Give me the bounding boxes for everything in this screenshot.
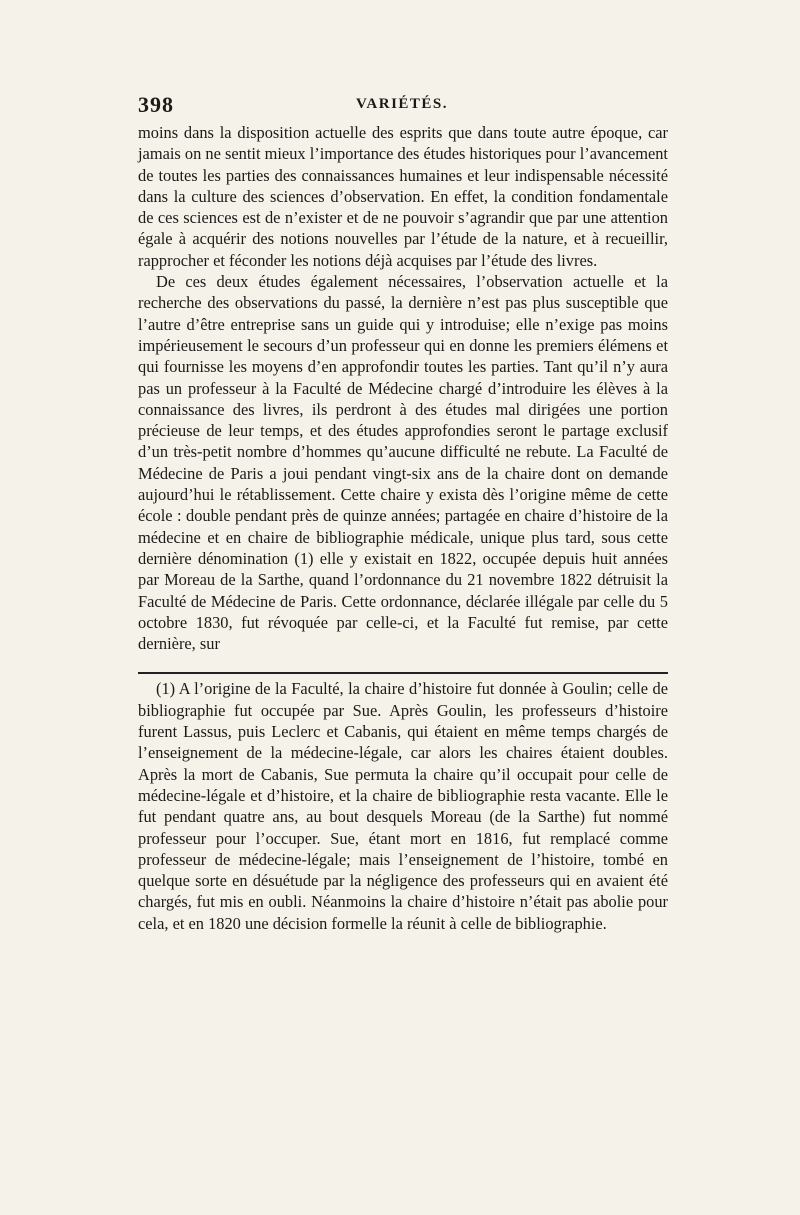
- page-number: 398: [138, 92, 174, 117]
- paragraph-2: De ces deux études également nécessaires, l’observation actuelle et la recherche des observations du passé, la dernière n’est pas plus susceptible que l’autre d’être entreprise sans un guide qui y introduise; elle n’exige pas moins impérieusement le secours d’un professeur qui en donne les premiers élémens et qui fournisse les moyens d’en approfondir toutes les parties. Tant qu’il n’y aura pas un professeur à la Faculté de Médecine chargé d’introduire les élèves à la connaissance des livres, ils perdront à des études mal dirigées une portion précieuse de leur temps, et des études approfondies seront le partage exclusif d’un très-petit nombre d’hommes qu’aucune difficulté ne rebute. La Faculté de Médecine de Paris a joui pendant vingt-six ans de la chaire dont on demande aujourd’hui le rétablissement. Cette chaire y exista dès l’origine même de cette école : double pendant près de quinze années; partagée en chaire d’histoire de la médecine et en chaire de bibliographie médicale, unique plus tard, sous cette dernière dénomination (1) elle y existait en 1822, occupée depuis huit années par Moreau de la Sarthe, quand l’ordonnance du 21 novembre 1822 détruisit la Faculté de Médecine de Paris. Cette ordonnance, déclarée illégale par celle du 5 octobre 1830, fut révoquée par celle-ci, et la Faculté fut remise, par cette dernière, sur: [138, 272, 668, 654]
- running-head: VARIÉTÉS.: [356, 96, 449, 112]
- book-page: [138, 92, 668, 934]
- paragraph-1: moins dans la disposition actuelle des esprits que dans toute autre époque, car jamais on ne sentit mieux l’importance des études historiques pour l’avancement de toutes les parties des connaissances humaines et leur indispensable nécessité dans la culture des sciences d’observation. En effet, la condition fondamentale de ces sciences est de n’exister et de ne pouvoir s’agrandir que par une attention égale à acquérir des notions nouvelles par l’étude de la nature, et à recueillir, rapprocher et féconder les notions déjà acquises par l’étude des livres.: [138, 123, 668, 270]
- footnote: (1) A l’origine de la Faculté, la chaire d’histoire fut donnée à Goulin; celle de bibliographie fut occupée par Sue. Après Goulin, les professeurs d’histoire furent Lassus, puis Leclerc et Cabanis, qui étaient en même temps chargés de l’enseignement de la médecine-légale, car alors les chaires étaient doubles. Après la mort de Cabanis, Sue permuta la chaire qu’il occupait pour celle de médecine-légale et d’histoire, et la chaire de bibliographie resta vacante. Elle le fut pendant quatre ans, au bout desquels Moreau (de la Sarthe) fut nommé professeur pour l’occuper. Sue, étant mort en 1816, fut remplacé comme professeur de médecine-légale; mais l’enseignement de l’histoire, tombé en quelque sorte en désuétude par la négligence des professeurs qui en avaient été chargés, fut mis en oubli. Néanmoins la chaire d’histoire n’était pas abolie pour cela, et en 1820 une décision formelle la réunit à celle de bibliographie.: [138, 679, 668, 933]
- footnote-divider: [138, 672, 668, 674]
- page-header: [138, 92, 668, 122]
- main-text: [138, 122, 668, 654]
